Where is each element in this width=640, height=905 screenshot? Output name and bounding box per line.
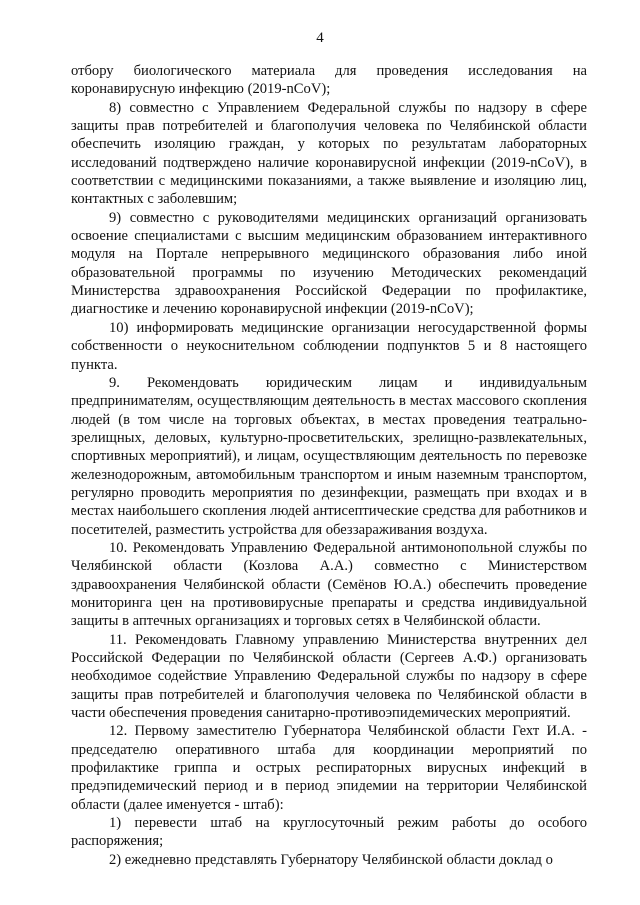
paragraph-item-10: 10. Рекомендовать Управлению Федеральной антимонопольной службы по Челябинской области (Козлова А.А.) совместно с Министерством здравоохранения Челябинской области (Семёнов Ю.А.) обеспечить проведение мониторинга цен на противовирусные препараты и средства индивидуальной защиты в аптечных организациях и торговых сетях в Челябинской области. [71, 539, 587, 630]
paragraph-continuation: отбору биологического материала для проведения исследования на коронавирусную инфекцию (2019-nCoV); [71, 63, 587, 98]
paragraph-item-12: 12. Первому заместителю Губернатора Челябинской области Гехт И.А. - председателю оперативного штаба для координации мероприятий по профилактике гриппа и острых респираторных вирусных инфекций в предэпидемический период и в период эпидемии на территории Челябинской области (далее именуется - штаб): [71, 723, 587, 813]
paragraph-subitem-9: 9) совместно с руководителями медицинских организаций организовать освоение специалистами с высшим медицинским образованием интерактивного модуля на Портале непрерывного медицинского образования либо иной образовательной программы по изучению Методических рекомендаций Министерства здравоохранения Российской Федерации по профилактике, диагностике и лечению коронавирусной инфекции (2019-nCoV); [71, 209, 587, 318]
page-number: 4 [316, 30, 324, 46]
paragraph-item-11: 11. Рекомендовать Главному управлению Министерства внутренних дел Российской Федерации по Челябинской области (Сергеев А.Ф.) организовать необходимое содействие Управлению Федеральной службы по надзору в сфере защиты прав потребителей и благополучия человека по Челябинской области в части обеспечения проведения санитарно-противоэпидемических мероприятий. [71, 631, 587, 722]
paragraph-subitem-8: 8) совместно с Управлением Федеральной службы по надзору в сфере защиты прав потребителей и благополучия человека по Челябинской области обеспечить изоляцию граждан, у которых по результатам лабораторных исследований подтверждено наличие коронавирусной инфекции (2019-nCoV), в соответствии с медицинскими показаниями, а также выявление и изоляцию лиц, контактных с заболевшим; [71, 99, 587, 208]
paragraph-item-12-subitem-1: 1) перевести штаб на круглосуточный режим работы до особого распоряжения; [71, 815, 587, 850]
document-body [71, 62, 587, 869]
paragraph-subitem-10: 10) информировать медицинские организации негосударственной формы собственности о неукоснительном соблюдении подпунктов 5 и 8 настоящего пункта. [71, 319, 587, 373]
paragraph-item-9: 9. Рекомендовать юридическим лицам и индивидуальным предпринимателям, осуществляющим деятельность в местах массового скопления людей (в том числе на торговых объектах, в местах проведения театрально-зрелищных, деловых, культурно-просветительских, зрелищно-развлекательных, спортивных мероприятий), и лицам, осуществляющим деятельность по перевозке железнодорожным, автомобильным транспортом и иным наземным транспортом, регулярно проводить мероприятия по дезинфекции, размещать при входах и в местах наибольшего скопления людей антисептические средства для работников и посетителей, разместить устройства для обеззараживания воздуха. [71, 374, 587, 538]
paragraph-item-12-subitem-2: 2) ежедневно представлять Губернатору Челябинской области доклад о [109, 851, 553, 868]
